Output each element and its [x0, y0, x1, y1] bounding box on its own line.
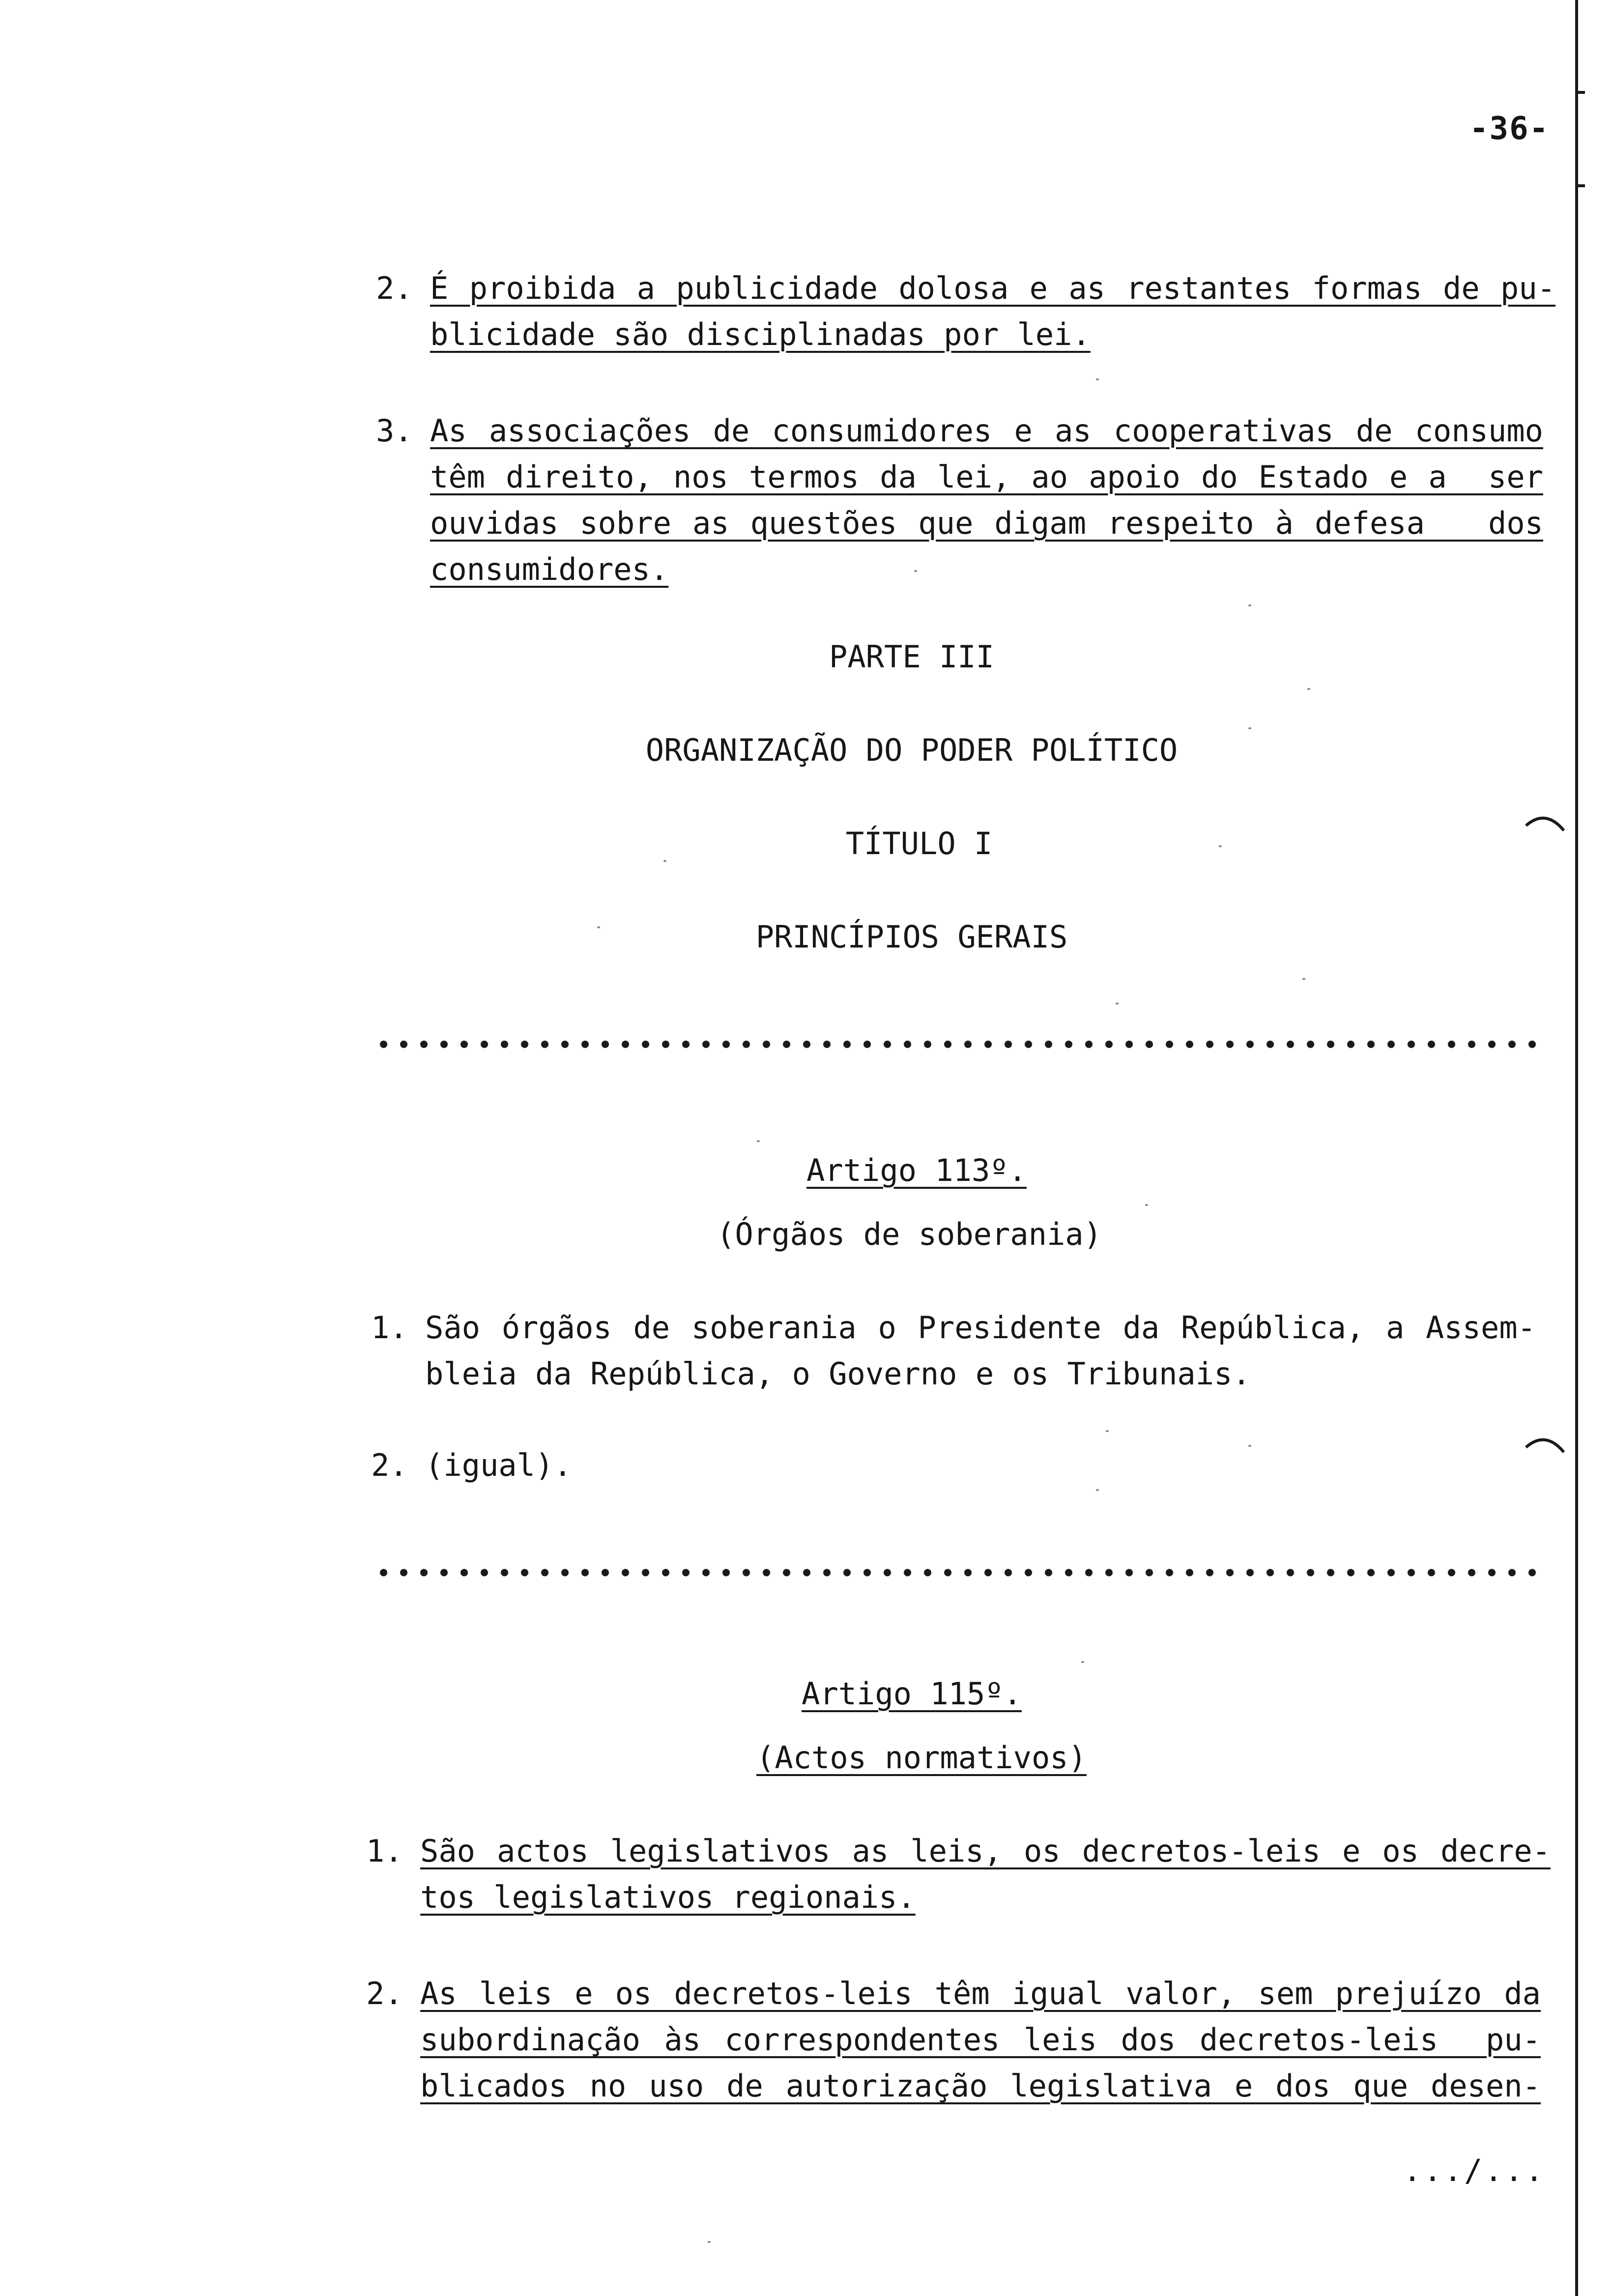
article-prev-item-3 [376, 408, 1543, 593]
item-line: São órgãos de soberania o Presidente da República, a Assem- [425, 1310, 1536, 1346]
article-113-heading: Artigo 113º. [806, 1152, 1027, 1188]
titulo-name: PRINCÍPIOS GERAIS [755, 919, 1068, 955]
item-line: blicidade são disciplinadas por lei. [430, 316, 1091, 352]
article-113-item-1 [371, 1305, 1536, 1397]
speck [597, 926, 600, 928]
speck [757, 1140, 760, 1142]
omission-dotted-line [374, 1568, 1538, 1578]
continuation-mark: .../... [1403, 2152, 1546, 2188]
part-label: PARTE III [829, 639, 994, 675]
item-line: subordinação às correspondentes leis dos decretos-leis pu- [420, 2022, 1541, 2058]
item-number: 2. [366, 1976, 403, 2011]
item-line: blicados no uso de autorização legislativa e dos que desen- [420, 2068, 1541, 2104]
speck [1116, 1003, 1119, 1004]
speck [1219, 845, 1222, 847]
item-line: São actos legislativos as leis, os decretos-leis e os decre- [420, 1833, 1551, 1869]
speck [1248, 727, 1251, 729]
item-line: As leis e os decretos-leis têm igual valor, sem prejuízo da [420, 1976, 1541, 2011]
article-115-subtitle: (Actos normativos) [756, 1740, 1087, 1776]
binding-edge-line [1575, 0, 1578, 2296]
page-number: -36- [1469, 111, 1550, 147]
speck [1145, 1204, 1148, 1206]
speck [1106, 1430, 1109, 1432]
item-number: 1. [371, 1310, 408, 1346]
speck [1302, 978, 1305, 980]
binding-edge-mark [1578, 91, 1585, 94]
binding-edge-mark [1578, 184, 1585, 187]
item-line: tos legislativos regionais. [420, 1879, 916, 1915]
speck [1307, 688, 1310, 690]
part-title: ORGANIZAÇÃO DO PODER POLÍTICO [645, 732, 1178, 768]
item-number: 1. [366, 1833, 403, 1869]
item-line: consumidores. [430, 551, 669, 587]
article-113-item-2 [371, 1442, 1536, 1489]
titulo-label: TÍTULO I [845, 826, 993, 861]
item-line: As associações de consumidores e as cooperativas de consumo [430, 413, 1543, 449]
item-line: (igual). [425, 1447, 572, 1483]
speck [914, 570, 917, 572]
speck [663, 860, 666, 862]
item-line: ouvidas sobre as questões que digam respeito à defesa dos [430, 505, 1543, 541]
article-113-subtitle: (Órgãos de soberania) [717, 1216, 1102, 1252]
speck [1248, 604, 1251, 606]
article-prev-item-2 [376, 265, 1555, 358]
omission-dotted-line [374, 1039, 1538, 1049]
punch-hole-mark [1524, 811, 1568, 845]
speck [1248, 1445, 1251, 1447]
item-number: 2. [376, 270, 413, 306]
article-115-heading: Artigo 115º. [802, 1676, 1022, 1712]
punch-hole-mark [1524, 1433, 1568, 1467]
speck [1096, 1489, 1099, 1491]
article-115-item-1 [366, 1828, 1551, 1921]
item-line: bleia da República, o Governo e os Tribunais. [425, 1356, 1251, 1392]
item-number: 2. [371, 1447, 408, 1483]
speck [1096, 378, 1099, 380]
speck [1081, 1661, 1084, 1663]
article-115-item-2 [366, 1971, 1541, 2109]
item-number: 3. [376, 413, 413, 449]
item-line: têm direito, nos termos da lei, ao apoio do Estado e a ser [430, 459, 1543, 495]
item-line: É proibida a publicidade dolosa e as restantes formas de pu- [430, 270, 1555, 306]
speck [708, 2241, 711, 2243]
